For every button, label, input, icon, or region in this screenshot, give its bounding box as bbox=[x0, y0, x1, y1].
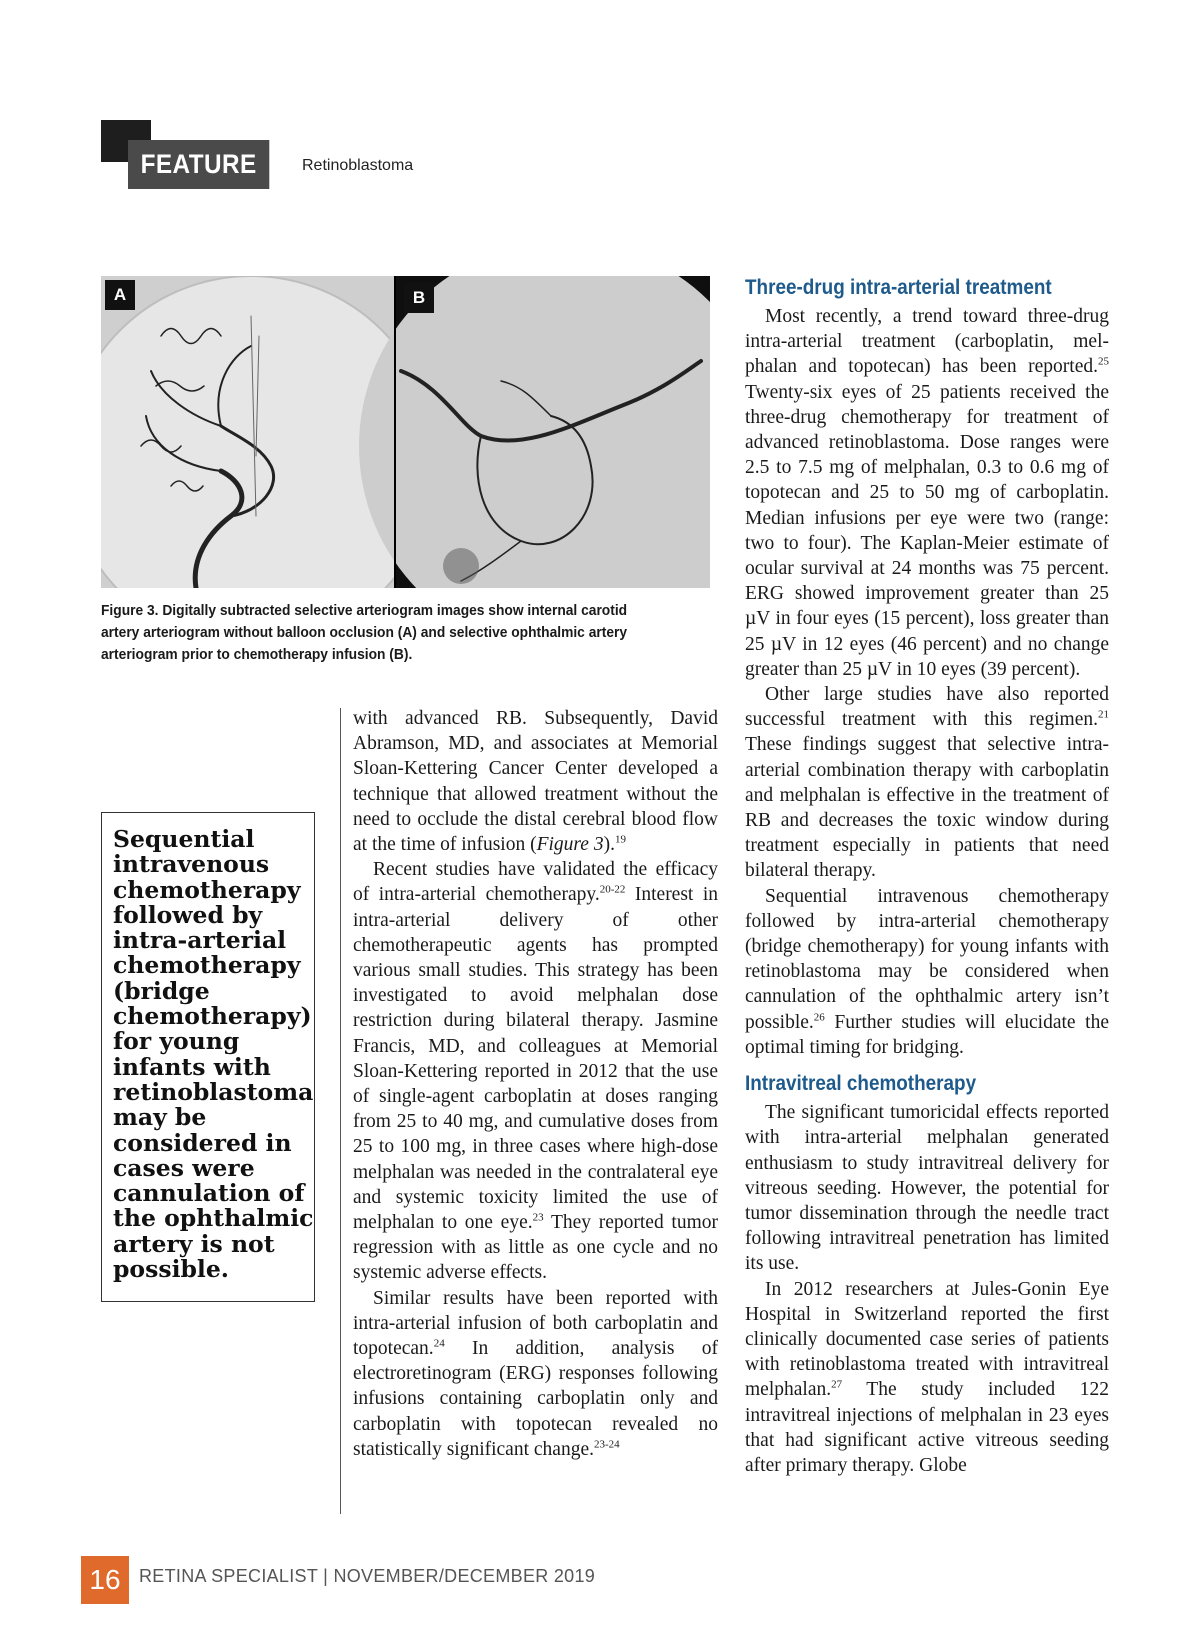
figure-caption: Figure 3. Digitally subtracted selective arteriogram images show internal carotid artery arteriogram without balloon occlusion (A) and selective ophthalmic artery arteriogram prior to chemotherapy infusion (B). bbox=[101, 602, 628, 663]
paragraph: Sequential intravenous chemotherapy followed by intra-arterial chemotherapy (bridge chemotherapy) for young infants with retinoblastoma may be considered when cannulation of the ophthalmic artery isn’t possible.$^{26}$ Further studies will elucidate the optimal timing for bridging. bbox=[745, 885, 1109, 1058]
footer-separator: | bbox=[323, 1566, 329, 1586]
figure-panel-label-a: A bbox=[105, 280, 135, 310]
footer-journal-info bbox=[139, 1566, 595, 1587]
paragraph: Similar results have been reported with intra-arterial infusion of both carboplatin and topotecan.$^{24}$ In addition, analysis of electroretinogram (ERG) responses following infusions containing carboplatin only and carboplatin with topotecan revealed no statistically significant change.$^{23-24}$ bbox=[353, 1287, 718, 1460]
page-number: 16 bbox=[81, 1556, 129, 1604]
issue-date: NOVEMBER/DECEMBER 2019 bbox=[333, 1566, 596, 1586]
subheading-three-drug: Three-drug intra-arterial treatment bbox=[745, 276, 1052, 299]
article-column-2 bbox=[353, 706, 718, 1462]
figure-panel-label-b: B bbox=[404, 283, 434, 313]
paragraph: Recent studies have validated the efficacy of intra-arterial chemotherapy.$^{20-22}$ Interest in intra-arterial delivery of other chemotherapeutic agents has prompted various small studies. This strategy has been investigated to avoid melphalan dose restriction during bilateral therapy. Jasmine Francis, MD, and colleagues at Memorial Sloan-Kettering reported in 2012 that the use of single-agent carboplatin at doses ranging from 25 to 40 mg, and cumulative doses from 25 to 100 mg, in three cases where high-dose melphalan was needed in the contralateral eye and systemic toxicity limited the use of melphalan to one eye.$^{23}$ They reported tumor regression with as little as one cycle and no systemic adverse effects. bbox=[353, 859, 718, 1284]
article-column-3 bbox=[745, 272, 1109, 1478]
arteriogram-image bbox=[101, 276, 710, 588]
paragraph: In 2012 researchers at Jules-Gonin Eye Hospital in Switzerland reported the first clinically documented case series of patients with retinoblastoma treated with intravitreal melphalan.$^{27}$ The study included 122 intravitreal injections of melphalan in 23 eyes that had significant active vitreous seeding after primary therapy. Globe bbox=[745, 1278, 1109, 1476]
subheading-intravitreal: Intravitreal chemotherapy bbox=[745, 1072, 977, 1096]
figure-3-arteriogram bbox=[101, 276, 710, 588]
section-label: Retinoblastoma bbox=[302, 157, 414, 174]
paragraph: The significant tumoricidal effects reported with intra-arterial melphalan generated enthusiasm to study intravitreal delivery for vitreous seeding. However, the potential for tumor dissemination through the needle tract following intravitreal penetration has limited its use. bbox=[745, 1102, 1109, 1275]
feature-tag: FEATURE bbox=[128, 140, 269, 189]
column-rule bbox=[340, 708, 341, 1514]
paragraph: Other large studies have also reported successful treatment with this regimen.$^{21}$ These findings suggest that selective intra-arterial combination therapy with carboplatin and melphalan is effective in the treatment of RB and decreases the toxic window during treatment especially in patients that need bilateral therapy. bbox=[745, 684, 1109, 882]
paragraph: Most recently, a trend toward three-drug intra-arterial treatment (carboplatin, melphalan and topotecan) has been reported.$^{25}$ Twenty-six eyes of 25 patients received the three-drug chemotherapy for treatment of advanced retinoblastoma. Dose ranges were 2.5 to 7.5 mg of melphalan, 0.3 to 0.6 mg of topotecan and 25 to 50 mg of carboplatin. Median infusions per eye were two (range: two to four). The Kaplan-Meier estimate of ocular survival at 24 months was 75 percent. ERG showed improvement greater than 25 µV in four eyes (15 percent), loss greater than 25 µV in 12 eyes (46 percent) and no change greater than 25 µV in 10 eyes (39 percent). bbox=[745, 306, 1109, 680]
pull-quote: Sequential intravenous chemotherapy followed by intra-arterial chemotherapy (bridge chemotherapy) for young infants with retinoblastoma may be considered in cases were cannulation of the ophthalmic artery is not possible. bbox=[101, 812, 315, 1302]
paragraph: with advanced RB. Subsequently, David Abramson, MD, and associates at Memorial Sloan-Kettering Cancer Center developed a technique that allowed treatment without the need to occlude the distal cerebral blood flow at the time of infusion (Figure 3).$^{19}$ bbox=[353, 708, 718, 856]
journal-name: RETINA SPECIALIST bbox=[139, 1566, 318, 1586]
